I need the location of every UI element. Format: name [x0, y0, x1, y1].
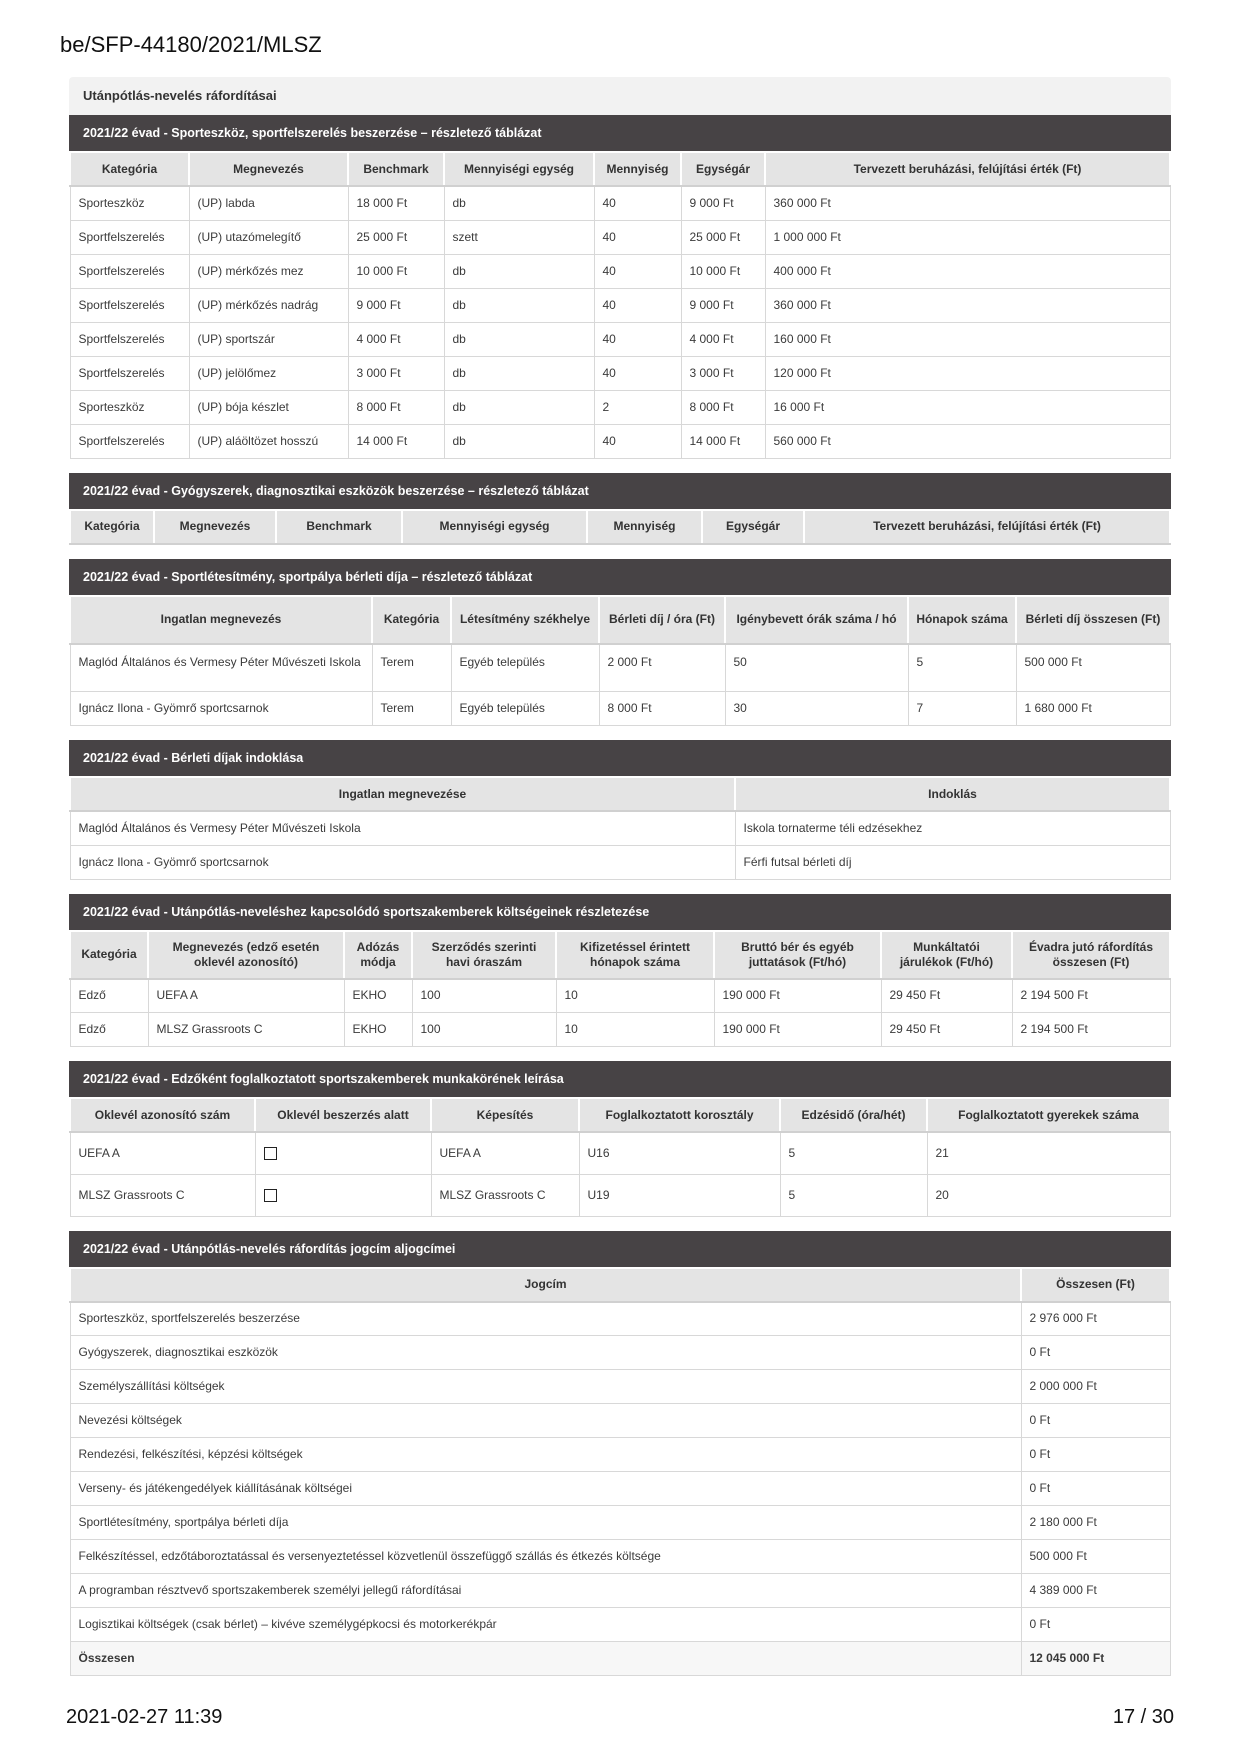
table-cell: Egyéb település: [451, 692, 599, 726]
table-cell: 0 Ft: [1021, 1404, 1170, 1438]
summary-table: [69, 1267, 1171, 1677]
column-header: Mennyiségi egység: [402, 510, 587, 544]
column-header: Kategória: [372, 596, 451, 644]
table-row: [70, 1574, 1170, 1608]
table-cell: 16 000 Ft: [765, 390, 1170, 424]
column-header: Megnevezés: [189, 152, 348, 186]
column-header: Mennyiség: [587, 510, 702, 544]
table-cell: 500 000 Ft: [1021, 1540, 1170, 1574]
table-header-row: [70, 777, 1170, 811]
table-cell: 2 000 000 Ft: [1021, 1370, 1170, 1404]
column-header: Tervezett beruházási, felújítási érték (Ft): [804, 510, 1170, 544]
table-cell: U19: [579, 1174, 780, 1216]
table-cell: (UP) utazómelegítő: [189, 220, 348, 254]
table-cell: 40: [594, 288, 681, 322]
sportequip-title: 2021/22 évad - Sporteszköz, sportfelszerelés beszerzése – részletező táblázat: [69, 115, 1171, 151]
table-cell: 30: [725, 692, 908, 726]
column-header: Bruttó bér és egyéb juttatások (Ft/hó): [714, 931, 881, 979]
table-cell: (UP) jelölőmez: [189, 356, 348, 390]
table-cell: Sportfelszerelés: [70, 254, 189, 288]
table-row: [70, 288, 1170, 322]
table-cell: Gyógyszerek, diagnosztikai eszközök: [70, 1336, 1021, 1370]
sportequip-section: [69, 115, 1171, 459]
table-cell: 0 Ft: [1021, 1472, 1170, 1506]
table-cell: 2 180 000 Ft: [1021, 1506, 1170, 1540]
table-cell: Ignácz Ilona - Gyömrő sportcsarnok: [70, 845, 735, 879]
column-header: Kategória: [70, 931, 148, 979]
column-header: Létesítmény székhelye: [451, 596, 599, 644]
table-header-row: [70, 1268, 1170, 1302]
column-header: Mennyiség: [594, 152, 681, 186]
table-cell: 9 000 Ft: [681, 288, 765, 322]
column-header: Hónapok száma: [908, 596, 1016, 644]
table-cell: Terem: [372, 644, 451, 692]
page-content: [69, 77, 1171, 1676]
table-cell: Sportfelszerelés: [70, 220, 189, 254]
table-cell: [255, 1174, 431, 1216]
coaches-section: [69, 1061, 1171, 1217]
table-cell: 10 000 Ft: [681, 254, 765, 288]
table-cell: 2: [594, 390, 681, 424]
table-row: [70, 356, 1170, 390]
table-cell: MLSZ Grassroots C: [431, 1174, 579, 1216]
table-cell: db: [444, 288, 594, 322]
table-row: [70, 1438, 1170, 1472]
coaches-table: [69, 1097, 1171, 1217]
table-cell: (UP) mérkőzés nadrág: [189, 288, 348, 322]
column-header: Megnevezés: [154, 510, 276, 544]
medical-title: 2021/22 évad - Gyógyszerek, diagnosztikai eszközök beszerzése – részletező táblázat: [69, 473, 1171, 509]
table-cell: 4 000 Ft: [348, 322, 444, 356]
table-cell: (UP) labda: [189, 186, 348, 220]
column-header: Évadra jutó ráfordítás összesen (Ft): [1012, 931, 1170, 979]
table-row: [70, 1132, 1170, 1174]
table-cell: 50: [725, 644, 908, 692]
summary-title: 2021/22 évad - Utánpótlás-nevelés ráfordítás jogcím aljogcímei: [69, 1231, 1171, 1267]
table-header-row: [70, 510, 1170, 544]
table-row: [70, 1174, 1170, 1216]
table-cell: 40: [594, 186, 681, 220]
table-cell: 100: [412, 979, 556, 1013]
table-row: [70, 1506, 1170, 1540]
table-row: [70, 254, 1170, 288]
table-cell: UEFA A: [148, 979, 344, 1013]
table-cell: szett: [444, 220, 594, 254]
column-header: Mennyiségi egység: [444, 152, 594, 186]
table-row: [70, 845, 1170, 879]
total-row: [70, 1642, 1170, 1676]
table-cell: 560 000 Ft: [765, 424, 1170, 458]
table-cell: Sporteszköz, sportfelszerelés beszerzése: [70, 1302, 1021, 1336]
table-header-row: [70, 1098, 1170, 1132]
column-header: Összesen (Ft): [1021, 1268, 1170, 1302]
table-cell: 9 000 Ft: [348, 288, 444, 322]
table-cell: 8 000 Ft: [348, 390, 444, 424]
table-cell: Személyszállítási költségek: [70, 1370, 1021, 1404]
table-cell: 0 Ft: [1021, 1608, 1170, 1642]
column-header: Egységár: [681, 152, 765, 186]
table-cell: db: [444, 356, 594, 390]
column-header: Edzésidő (óra/hét): [780, 1098, 927, 1132]
table-cell: db: [444, 390, 594, 424]
table-cell: 7: [908, 692, 1016, 726]
table-cell: 2 194 500 Ft: [1012, 979, 1170, 1013]
table-cell: 3 000 Ft: [681, 356, 765, 390]
rentjust-title: 2021/22 évad - Bérleti díjak indoklása: [69, 740, 1171, 776]
column-header: Kategória: [70, 152, 189, 186]
table-cell: Sportfelszerelés: [70, 424, 189, 458]
table-cell: 3 000 Ft: [348, 356, 444, 390]
column-header: Bérleti díj összesen (Ft): [1016, 596, 1170, 644]
table-cell: 40: [594, 356, 681, 390]
table-cell: Sportfelszerelés: [70, 288, 189, 322]
table-cell: MLSZ Grassroots C: [70, 1174, 255, 1216]
table-cell: 360 000 Ft: [765, 288, 1170, 322]
table-cell: Sporteszköz: [70, 390, 189, 424]
column-header: Kifizetéssel érintett hónapok száma: [556, 931, 714, 979]
diploma-pending-checkbox[interactable]: [264, 1189, 277, 1202]
table-row: [70, 979, 1170, 1013]
table-cell: 4 000 Ft: [681, 322, 765, 356]
table-cell: (UP) sportszár: [189, 322, 348, 356]
table-row: [70, 1608, 1170, 1642]
table-cell: 40: [594, 322, 681, 356]
column-header: Tervezett beruházási, felújítási érték (Ft): [765, 152, 1170, 186]
diploma-pending-checkbox[interactable]: [264, 1147, 277, 1160]
rentjust-section: [69, 740, 1171, 880]
table-cell: Sportlétesítmény, sportpálya bérleti díja: [70, 1506, 1021, 1540]
table-cell: 120 000 Ft: [765, 356, 1170, 390]
column-header: Igénybevett órák száma / hó: [725, 596, 908, 644]
column-header: Adózás módja: [344, 931, 412, 979]
staffcost-table: [69, 930, 1171, 1048]
column-header: Bérleti díj / óra (Ft): [599, 596, 725, 644]
table-cell: 18 000 Ft: [348, 186, 444, 220]
table-cell: Edző: [70, 979, 148, 1013]
facility-table: [69, 595, 1171, 727]
table-header-row: [70, 931, 1170, 979]
table-cell: A programban résztvevő sportszakemberek személyi jellegű ráfordításai: [70, 1574, 1021, 1608]
rentjust-table: [69, 776, 1171, 880]
table-cell: 1 680 000 Ft: [1016, 692, 1170, 726]
coaches-title: 2021/22 évad - Edzőként foglalkoztatott sportszakemberek munkakörének leírása: [69, 1061, 1171, 1097]
facility-title: 2021/22 évad - Sportlétesítmény, sportpálya bérleti díja – részletező táblázat: [69, 559, 1171, 595]
table-cell: Logisztikai költségek (csak bérlet) – kivéve személygépkocsi és motorkerékpár: [70, 1608, 1021, 1642]
table-row: [70, 424, 1170, 458]
table-cell: 29 450 Ft: [881, 979, 1012, 1013]
table-cell: 0 Ft: [1021, 1438, 1170, 1472]
table-cell: 100: [412, 1013, 556, 1047]
table-row: [70, 1540, 1170, 1574]
table-cell: 5: [908, 644, 1016, 692]
table-cell: 21: [927, 1132, 1170, 1174]
table-cell: Maglód Általános és Vermesy Péter Művészeti Iskola: [70, 644, 372, 692]
facility-section: [69, 559, 1171, 727]
table-cell: UEFA A: [70, 1132, 255, 1174]
total-value: 12 045 000 Ft: [1021, 1642, 1170, 1676]
table-cell: 160 000 Ft: [765, 322, 1170, 356]
column-header: Oklevél azonosító szám: [70, 1098, 255, 1132]
table-cell: 2 000 Ft: [599, 644, 725, 692]
table-row: [70, 1370, 1170, 1404]
table-cell: (UP) aláöltözet hosszú: [189, 424, 348, 458]
table-row: [70, 220, 1170, 254]
column-header: Munkáltatói járulékok (Ft/hó): [881, 931, 1012, 979]
table-cell: Terem: [372, 692, 451, 726]
table-cell: Rendezési, felkészítési, képzési költségek: [70, 1438, 1021, 1472]
table-cell: 14 000 Ft: [348, 424, 444, 458]
column-header: Indoklás: [735, 777, 1170, 811]
table-row: [70, 811, 1170, 845]
table-cell: db: [444, 186, 594, 220]
table-cell: 20: [927, 1174, 1170, 1216]
staffcost-section: [69, 894, 1171, 1048]
table-row: [70, 644, 1170, 692]
sportequip-table: [69, 151, 1171, 459]
table-cell: 8 000 Ft: [599, 692, 725, 726]
column-header: Egységár: [702, 510, 804, 544]
table-cell: Felkészítéssel, edzőtáboroztatással és versenyeztetéssel közvetlenül összefüggő szállás és étkezés költsége: [70, 1540, 1021, 1574]
staffcost-title: 2021/22 évad - Utánpótlás-neveléshez kapcsolódó sportszakemberek költségeinek részletezése: [69, 894, 1171, 930]
table-cell: 4 389 000 Ft: [1021, 1574, 1170, 1608]
column-header: Oklevél beszerzés alatt: [255, 1098, 431, 1132]
table-row: [70, 1336, 1170, 1370]
page-section-banner: Utánpótlás-nevelés ráfordításai: [69, 77, 1171, 115]
table-cell: 5: [780, 1174, 927, 1216]
table-cell: 40: [594, 424, 681, 458]
table-cell: db: [444, 254, 594, 288]
table-cell: MLSZ Grassroots C: [148, 1013, 344, 1047]
table-cell: Sportfelszerelés: [70, 322, 189, 356]
table-cell: Iskola tornaterme téli edzésekhez: [735, 811, 1170, 845]
table-cell: (UP) mérkőzés mez: [189, 254, 348, 288]
column-header: Foglalkoztatott korosztály: [579, 1098, 780, 1132]
table-cell: 10: [556, 1013, 714, 1047]
column-header: Jogcím: [70, 1268, 1021, 1302]
table-cell: (UP) bója készlet: [189, 390, 348, 424]
table-cell: db: [444, 322, 594, 356]
column-header: Ingatlan megnevezés: [70, 596, 372, 644]
column-header: Kategória: [70, 510, 154, 544]
table-cell: Ignácz Ilona - Gyömrő sportcsarnok: [70, 692, 372, 726]
table-cell: 190 000 Ft: [714, 1013, 881, 1047]
table-cell: 1 000 000 Ft: [765, 220, 1170, 254]
table-cell: 400 000 Ft: [765, 254, 1170, 288]
table-row: [70, 692, 1170, 726]
table-cell: 360 000 Ft: [765, 186, 1170, 220]
table-cell: 0 Ft: [1021, 1336, 1170, 1370]
table-row: [70, 322, 1170, 356]
table-cell: Nevezési költségek: [70, 1404, 1021, 1438]
table-cell: 25 000 Ft: [681, 220, 765, 254]
table-cell: 2 194 500 Ft: [1012, 1013, 1170, 1047]
column-header: Benchmark: [276, 510, 402, 544]
table-row: [70, 1013, 1170, 1047]
table-row: [70, 186, 1170, 220]
table-cell: 8 000 Ft: [681, 390, 765, 424]
table-header-row: [70, 596, 1170, 644]
table-cell: 190 000 Ft: [714, 979, 881, 1013]
table-cell: Sporteszköz: [70, 186, 189, 220]
table-cell: Edző: [70, 1013, 148, 1047]
medical-table: [69, 509, 1171, 545]
column-header: Benchmark: [348, 152, 444, 186]
column-header: Szerződés szerinti havi óraszám: [412, 931, 556, 979]
table-cell: 10 000 Ft: [348, 254, 444, 288]
table-cell: EKHO: [344, 1013, 412, 1047]
table-cell: 25 000 Ft: [348, 220, 444, 254]
table-cell: Egyéb település: [451, 644, 599, 692]
table-cell: 40: [594, 220, 681, 254]
footer-page-number: 17 / 30: [1112, 1706, 1174, 1728]
medical-section: [69, 473, 1171, 545]
column-header: Képesítés: [431, 1098, 579, 1132]
table-row: [70, 1472, 1170, 1506]
table-cell: 10: [556, 979, 714, 1013]
table-cell: 40: [594, 254, 681, 288]
table-cell: U16: [579, 1132, 780, 1174]
column-header: Ingatlan megnevezése: [70, 777, 735, 811]
table-row: [70, 1404, 1170, 1438]
table-cell: EKHO: [344, 979, 412, 1013]
table-cell: 2 976 000 Ft: [1021, 1302, 1170, 1336]
table-row: [70, 1302, 1170, 1336]
column-header: Megnevezés (edző esetén oklevél azonosító): [148, 931, 344, 979]
document-id: be/SFP-44180/2021/MLSZ: [60, 32, 322, 57]
table-cell: Sportfelszerelés: [70, 356, 189, 390]
table-cell: 29 450 Ft: [881, 1013, 1012, 1047]
table-cell: 5: [780, 1132, 927, 1174]
column-header: Foglalkoztatott gyerekek száma: [927, 1098, 1170, 1132]
table-cell: 14 000 Ft: [681, 424, 765, 458]
summary-section: [69, 1231, 1171, 1677]
table-cell: Férfi futsal bérleti díj: [735, 845, 1170, 879]
table-row: [70, 390, 1170, 424]
table-cell: UEFA A: [431, 1132, 579, 1174]
table-cell: Verseny- és játékengedélyek kiállításának költségei: [70, 1472, 1021, 1506]
table-header-row: [70, 152, 1170, 186]
table-cell: [255, 1132, 431, 1174]
footer-timestamp: 2021-02-27 11:39: [66, 1706, 223, 1728]
table-cell: 9 000 Ft: [681, 186, 765, 220]
table-cell: db: [444, 424, 594, 458]
table-cell: Maglód Általános és Vermesy Péter Művészeti Iskola: [70, 811, 735, 845]
total-label: Összesen: [70, 1642, 1021, 1676]
table-cell: 500 000 Ft: [1016, 644, 1170, 692]
